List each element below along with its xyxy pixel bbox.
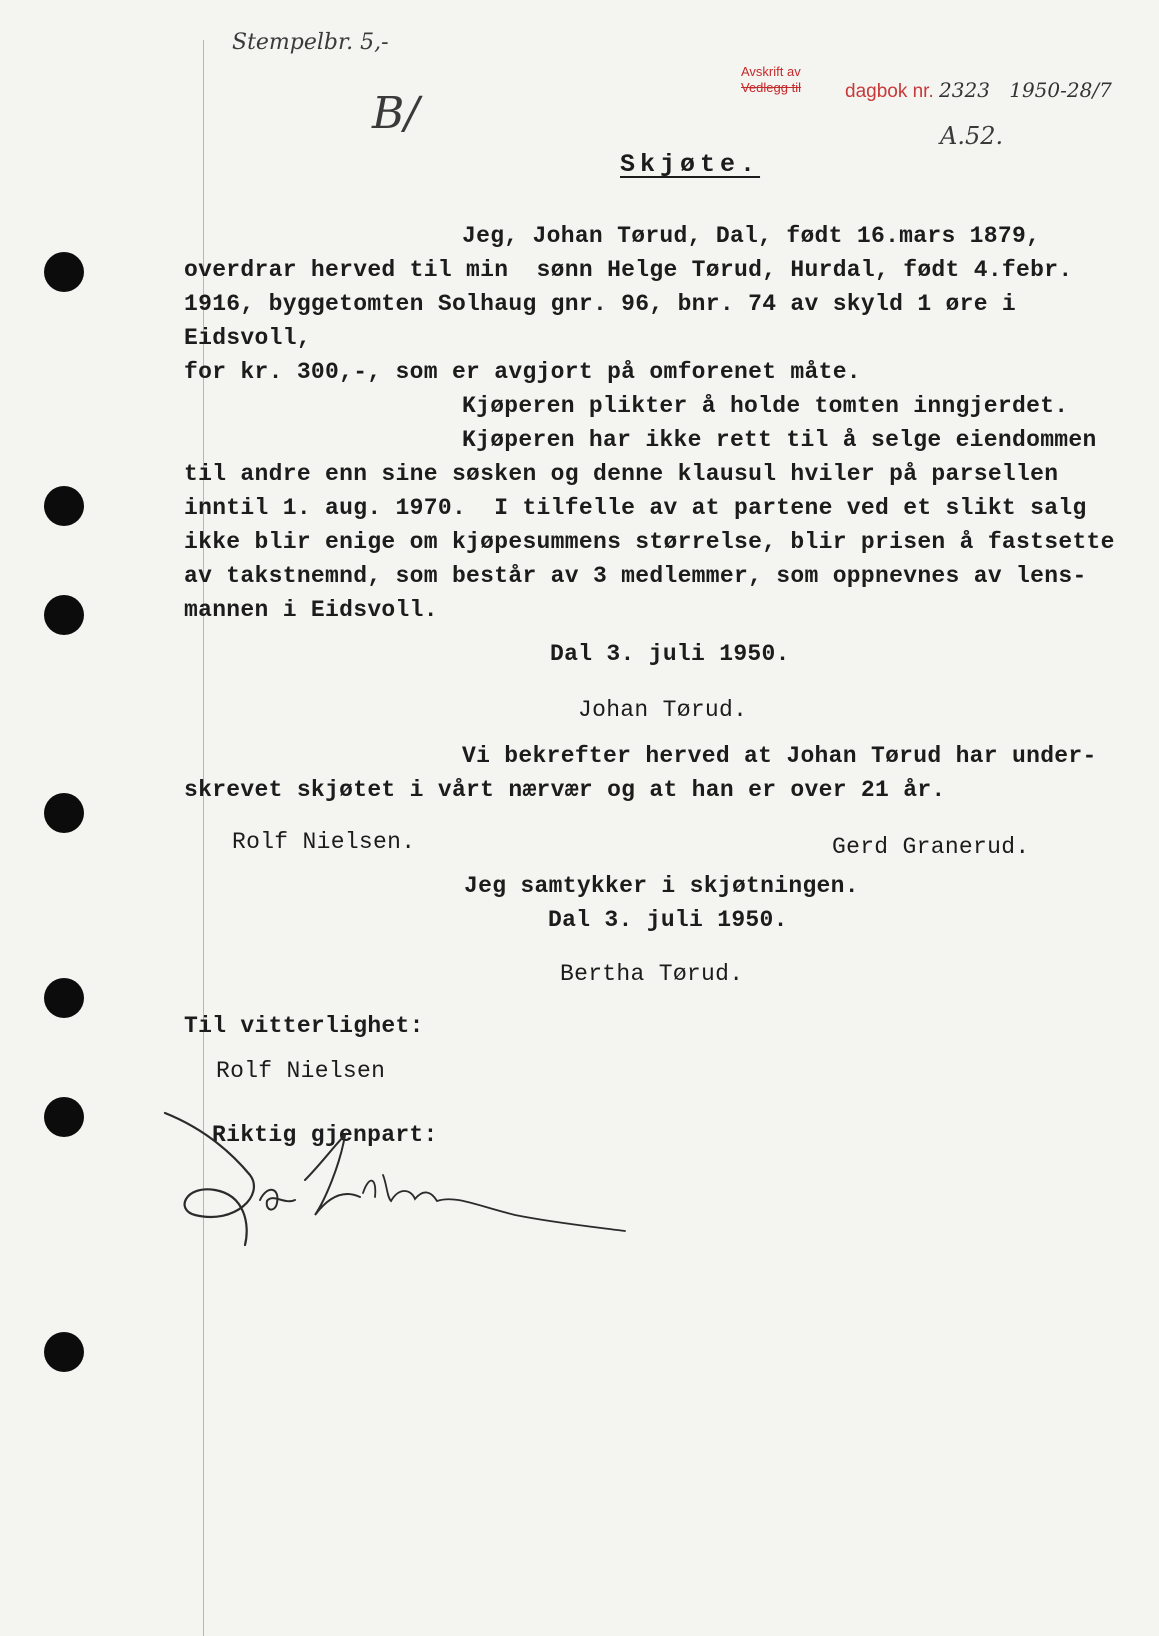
spouse-signature: Bertha Tørud. [560,961,744,987]
punch-hole [44,486,84,526]
punch-hole [44,1097,84,1137]
dagbok-reference [845,78,1112,103]
place-date: Dal 3. juli 1950. [548,907,788,933]
body-line: mannen i Eidsvoll. [184,597,438,623]
punch-hole [44,1332,84,1372]
dagbok-date: 1950-28/7 [1009,78,1112,102]
body-line: overdrar herved til min sønn Helge Tørud, Hurdal, født 4.febr. [184,257,1073,283]
seller-signature: Johan Tørud. [578,697,748,723]
body-line: av takstnemnd, som består av 3 medlemmer, som oppnevnes av lens- [184,563,1087,589]
punch-hole [44,793,84,833]
stamp-fee-note: Stempelbr. 5,- [232,30,389,55]
document-title: Skjøte. [620,150,761,179]
registry-stamp [741,64,801,96]
punch-hole [44,978,84,1018]
copy-label: Riktig gjenpart: [212,1122,438,1148]
dagbok-number: 2323 [939,78,990,102]
body-line: for kr. 300,-, som er avgjort på omforenet måte. [184,359,861,385]
witness-statement-line: Vi bekrefter herved at Johan Tørud har under- [462,743,1097,769]
stamp-line-1: Avskrift av [741,64,801,79]
body-line: Jeg, Johan Tørud, Dal, født 16.mars 1879, [462,223,1041,249]
archive-code-note: A.52. [940,122,1004,150]
body-line: inntil 1. aug. 1970. I tilfelle av at partene ved et slikt salg [184,495,1087,521]
punch-hole [44,595,84,635]
body-line: ikke blir enige om kjøpesummens størrelse, blir prisen å fastsette [184,529,1115,555]
stamp-line-2: Vedlegg til [741,80,801,95]
initials-note: B/ [372,88,420,139]
attestation-label: Til vitterlighet: [184,1013,424,1039]
punch-hole [44,252,84,292]
body-line: Kjøperen plikter å holde tomten inngjerdet. [462,393,1069,419]
witness-1-signature: Rolf Nielsen. [232,829,416,855]
witness-statement-line: skrevet skjøtet i vårt nærvær og at han er over 21 år. [184,777,946,803]
consent-statement: Jeg samtykker i skjøtningen. [464,873,859,899]
attestation-name: Rolf Nielsen [216,1058,386,1084]
body-line: 1916, byggetomten Solhaug gnr. 96, bnr. 74 av skyld 1 øre i [184,291,1017,317]
witness-2-signature: Gerd Granerud. [832,834,1030,860]
handwritten-signature [155,1105,655,1265]
dagbok-label: dagbok nr. [845,81,934,102]
place-date: Dal 3. juli 1950. [550,641,790,667]
body-line: Eidsvoll, [184,325,311,351]
body-line: til andre enn sine søsken og denne klausul hviler på parsellen [184,461,1059,487]
body-line: Kjøperen har ikke rett til å selge eiendommen [462,427,1097,453]
